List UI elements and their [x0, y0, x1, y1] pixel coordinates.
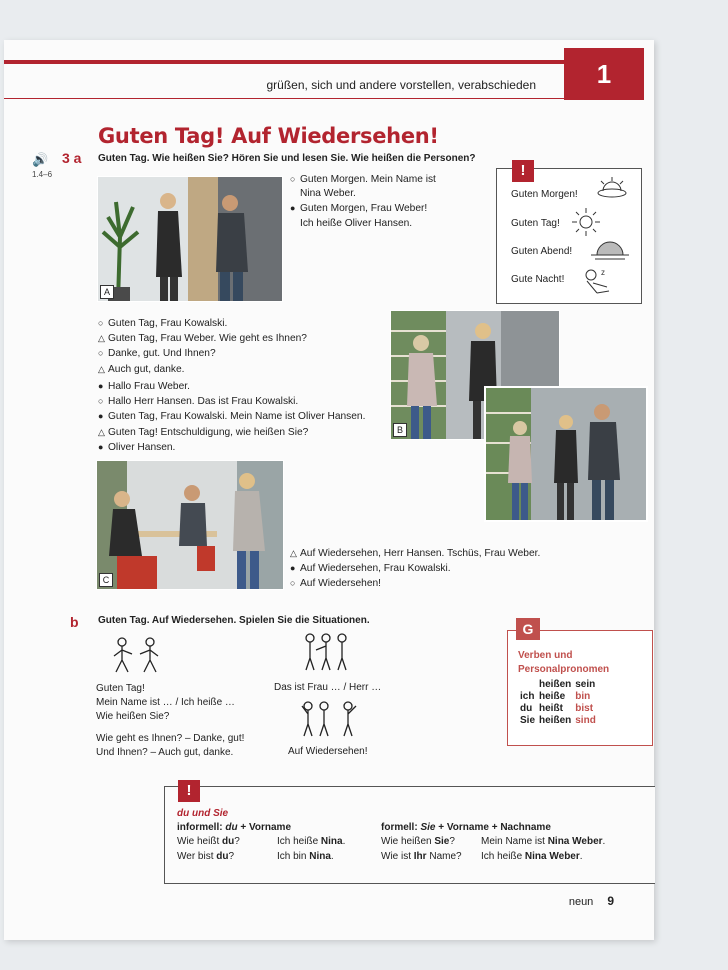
dialog-b: ○ Guten Tag, Frau Kowalski. △ Guten Tag, Frau Weber. Wie geht es Ihnen? ○ Danke, gut. Und Ihnen? △ Auch gut, danke. [98, 318, 307, 375]
page-word: neun [568, 896, 594, 908]
dialog-a: ○ Guten Morgen. Mein Name ist Nina Weber. ● Guten Morgen, Frau Weber! Ich heiße Oliver Hansen. [290, 174, 436, 229]
greetings-info-box: Guten Morgen! Guten Tag! Guten Abend! Gute Nacht! z [496, 168, 642, 304]
page-number: 9 [607, 894, 614, 908]
du-sie-box [164, 786, 655, 884]
formal-a2: Ich heiße Nina Weber. [481, 851, 583, 862]
stick-figures-goodbye-icon [300, 700, 360, 740]
exercise-number: 3 a [62, 150, 82, 166]
informal-a1: Ich heiße Nina. [277, 836, 346, 847]
info-mark: ! [512, 160, 534, 182]
phrases-col1b: Wie geht es Ihnen? – Danke, gut! Und Ihnen? – Auch gut, danke. [96, 733, 245, 758]
informal-heading: informell: du + Vorname [177, 822, 292, 833]
photo-b2-image [486, 388, 646, 520]
page-footer [569, 894, 614, 908]
exercise-instruction: Guten Tag. Wie heißen Sie? Hören Sie und lesen Sie. Wie heißen die Personen? [98, 153, 476, 164]
chapter-topic: grüßen, sich und andere vorstellen, verabschieden [266, 78, 536, 92]
phrase-introduce: Das ist Frau … / Herr … [274, 682, 382, 693]
sunset-icon [589, 235, 631, 261]
photo-a [97, 176, 283, 302]
header-rule [4, 98, 564, 99]
stick-figures-greeting-icon [108, 636, 164, 676]
grammar-badge: G [516, 618, 540, 640]
phrases-col1: Guten Tag! Mein Name ist … / Ich heiße … Wie heißen Sie? [96, 683, 235, 722]
dialog-c: △ Auf Wiedersehen, Herr Hansen. Tschüs, Frau Weber. ● Auf Wiedersehen, Frau Kowalski. ○ Auf Wiedersehen! [290, 548, 541, 590]
svg-text:z: z [601, 268, 605, 277]
photo-label-c: C [99, 573, 113, 587]
photo-label-a: A [100, 285, 114, 299]
sun-icon [571, 207, 601, 237]
photo-a-image [98, 177, 282, 301]
page-title: Guten Tag! Auf Wiedersehen! [98, 124, 439, 148]
grammar-box [507, 630, 653, 746]
exercise-letter-b: b [70, 614, 79, 630]
stick-figures-introduce-icon [302, 632, 352, 674]
formal-a1: Mein Name ist Nina Weber. [481, 836, 606, 847]
photo-label-b: B [393, 423, 407, 437]
audio-track: 1.4–6 [32, 170, 53, 179]
grammar-table: heißen sein ich heiße bin du heißt bist Sie heißen sind [520, 679, 596, 726]
formal-q1: Wie heißen Sie? [381, 836, 455, 847]
textbook-page [4, 40, 654, 940]
informal-q2: Wer bist du? [177, 851, 235, 862]
exercise-b-instruction: Guten Tag. Auf Wiedersehen. Spielen Sie die Situationen. [98, 615, 370, 626]
photo-c [96, 460, 284, 590]
sleeping-person-icon [579, 265, 615, 295]
photo-b2 [484, 386, 648, 522]
formal-heading: formell: Sie + Vorname + Nachname [381, 822, 551, 833]
informal-q1: Wie heißt du? [177, 836, 240, 847]
header-bar [4, 60, 564, 64]
dialog-b2: ● Hallo Frau Weber. ○ Hallo Herr Hansen. Das ist Frau Kowalski. ● Guten Tag, Frau Kowalski. Mein Name ist Oliver Hansen. △ Guten Tag! Entschuldigung, wie heißen Sie? ● Oliver Hansen. [98, 381, 366, 453]
formal-q2: Wie ist Ihr Name? [381, 851, 462, 862]
du-sie-title: du und Sie [177, 808, 229, 819]
sunrise-icon [595, 175, 629, 199]
grammar-title: Verben und Personalpronomen [518, 650, 610, 675]
audio-icon[interactable]: 🔊 [32, 152, 49, 167]
photo-c-image [97, 461, 283, 589]
phrase-goodbye: Auf Wiedersehen! [288, 746, 368, 757]
informal-a2: Ich bin Nina. [277, 851, 334, 862]
chapter-tab: 1 [564, 48, 644, 100]
du-sie-mark: ! [178, 780, 200, 802]
